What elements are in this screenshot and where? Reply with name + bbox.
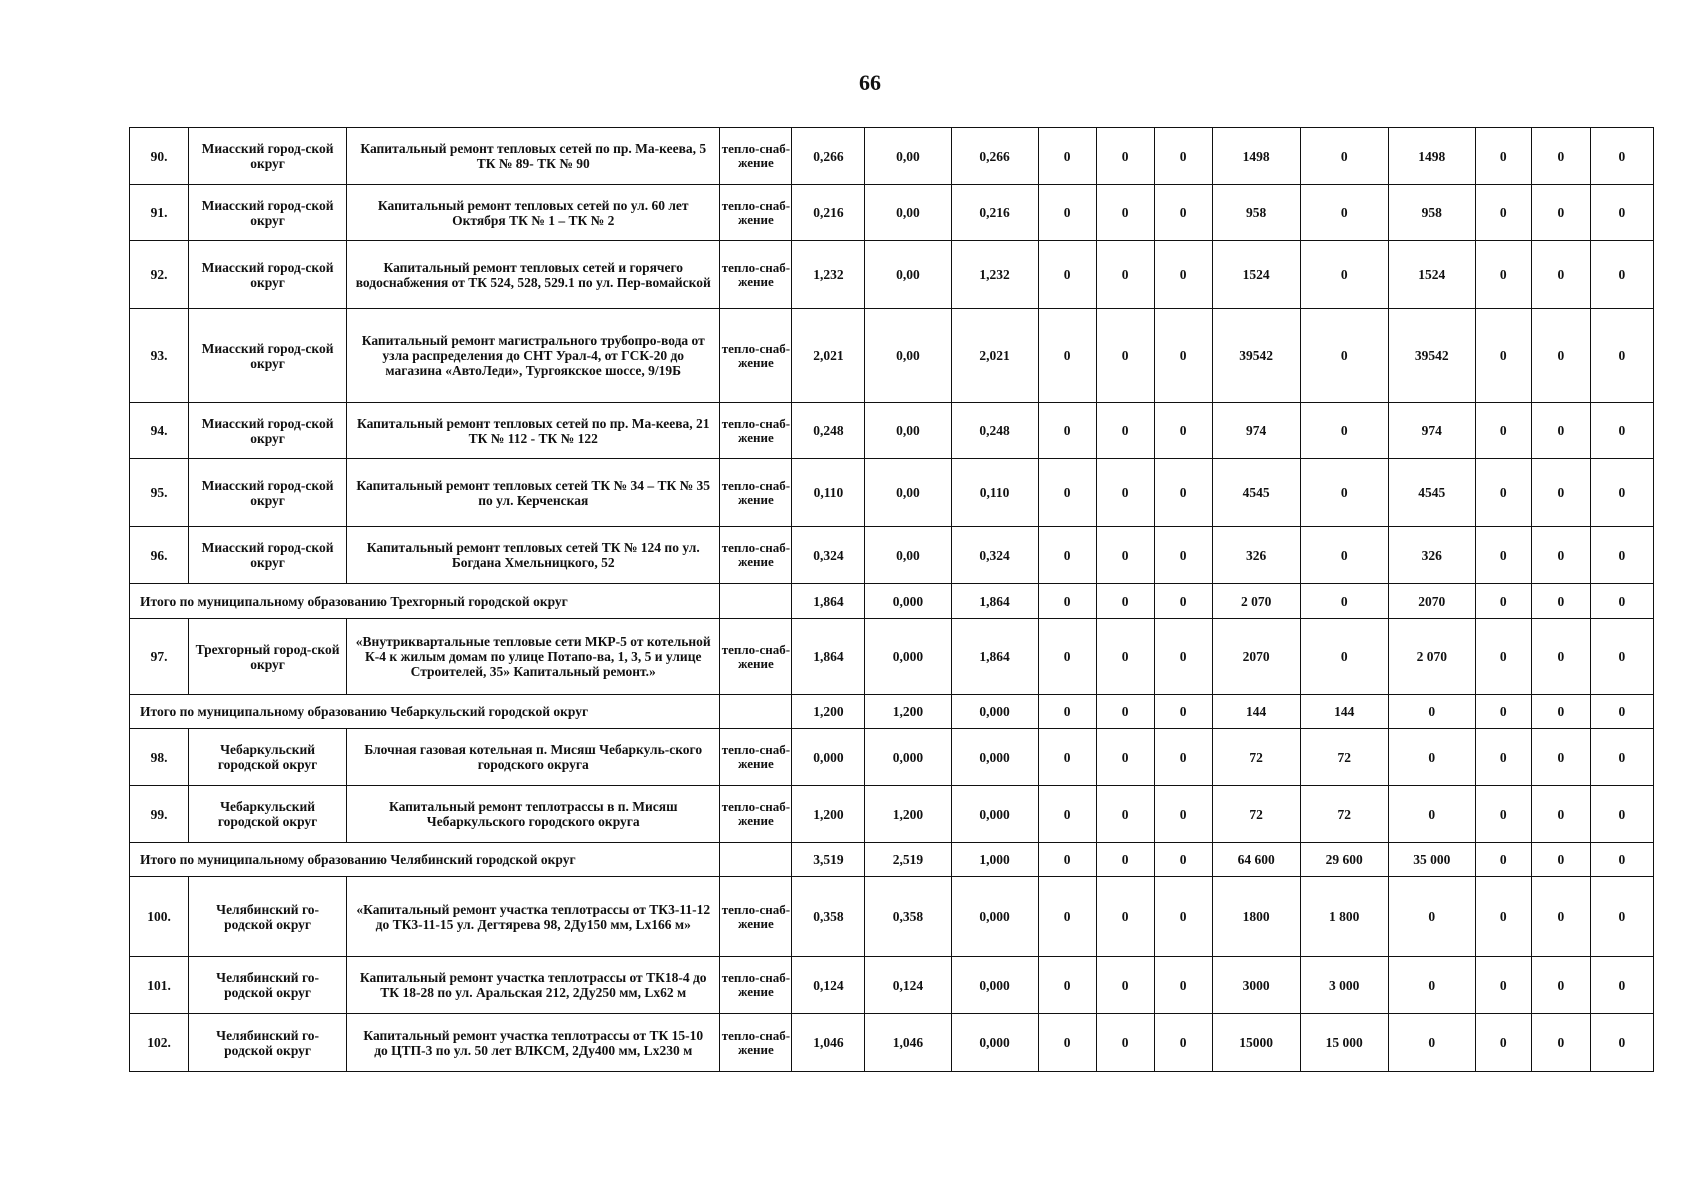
value-cell: 0	[1531, 1014, 1590, 1072]
value-cell: 0	[1038, 309, 1096, 403]
value-cell: 0	[1038, 619, 1096, 695]
value-cell: 2 070	[1388, 619, 1475, 695]
utility-type: тепло-снаб-жение	[720, 185, 792, 241]
value-cell: 0	[1475, 459, 1531, 527]
value-cell: 2,021	[951, 309, 1038, 403]
value-cell: 0	[1590, 843, 1653, 877]
value-cell: 144	[1300, 695, 1388, 729]
value-cell: 0	[1531, 403, 1590, 459]
value-cell: 144	[1212, 695, 1300, 729]
utility-type: тепло-снаб-жение	[720, 459, 792, 527]
utility-type: тепло-снаб-жение	[720, 957, 792, 1014]
value-cell: 0	[1096, 527, 1154, 584]
utility-type: тепло-снаб-жение	[720, 729, 792, 786]
value-cell: 0	[1531, 957, 1590, 1014]
value-cell: 0	[1038, 584, 1096, 619]
row-number: 94.	[130, 403, 189, 459]
value-cell: 0	[1590, 459, 1653, 527]
value-cell: 4545	[1388, 459, 1475, 527]
value-cell: 0	[1590, 584, 1653, 619]
row-number: 100.	[130, 877, 189, 957]
project-description: Капитальный ремонт тепловых сетей и горячего водоснабжения от ТК 524, 528, 529.1 по ул. Пер-вомайской	[347, 241, 720, 309]
value-cell: 0,358	[792, 877, 865, 957]
value-cell: 15 000	[1300, 1014, 1388, 1072]
value-cell: 1,200	[865, 695, 951, 729]
row-number: 98.	[130, 729, 189, 786]
table-row	[130, 786, 1654, 843]
value-cell: 3,519	[792, 843, 865, 877]
value-cell: 0	[1154, 843, 1212, 877]
subtotal-row	[130, 695, 1654, 729]
value-cell: 1,046	[865, 1014, 951, 1072]
value-cell: 0	[1475, 128, 1531, 185]
value-cell: 0	[1590, 403, 1653, 459]
project-description: Капитальный ремонт участка теплотрассы от ТК18-4 до ТК 18-28 по ул. Аральская 212, 2Ду250 мм, Lх62 м	[347, 957, 720, 1014]
project-description: Капитальный ремонт тепловых сетей по пр. Ма-кеева, 21 ТК № 112 - ТК № 122	[347, 403, 720, 459]
row-number: 101.	[130, 957, 189, 1014]
utility-type: тепло-снаб-жение	[720, 877, 792, 957]
value-cell: 0	[1154, 584, 1212, 619]
value-cell: 0,000	[865, 619, 951, 695]
value-cell: 72	[1212, 786, 1300, 843]
value-cell: 0	[1154, 241, 1212, 309]
subtotal-label: Итого по муниципальному образованию Трехгорный городской округ	[130, 584, 720, 619]
value-cell: 0	[1096, 729, 1154, 786]
value-cell: 0	[1531, 843, 1590, 877]
value-cell: 1 800	[1300, 877, 1388, 957]
value-cell: 0,00	[865, 128, 951, 185]
value-cell: 72	[1300, 729, 1388, 786]
value-cell: 0	[1038, 459, 1096, 527]
value-cell: 0,266	[792, 128, 865, 185]
value-cell: 1,200	[792, 695, 865, 729]
row-number: 97.	[130, 619, 189, 695]
value-cell: 0	[1388, 786, 1475, 843]
value-cell: 0	[1531, 241, 1590, 309]
value-cell: 0	[1038, 128, 1096, 185]
value-cell: 0	[1154, 877, 1212, 957]
value-cell: 39542	[1388, 309, 1475, 403]
value-cell: 0,124	[865, 957, 951, 1014]
project-description: Капитальный ремонт тепловых сетей по пр. Ма-кеева, 5 ТК № 89- ТК № 90	[347, 128, 720, 185]
value-cell: 1,864	[792, 619, 865, 695]
value-cell: 0	[1475, 309, 1531, 403]
value-cell: 0	[1475, 1014, 1531, 1072]
subtotal-row	[130, 843, 1654, 877]
value-cell: 15000	[1212, 1014, 1300, 1072]
row-number: 93.	[130, 309, 189, 403]
value-cell: 0	[1300, 459, 1388, 527]
subtotal-label: Итого по муниципальному образованию Челябинский городской округ	[130, 843, 720, 877]
value-cell: 1,864	[951, 584, 1038, 619]
value-cell: 0	[1154, 729, 1212, 786]
value-cell: 326	[1388, 527, 1475, 584]
value-cell: 0	[1154, 695, 1212, 729]
row-number: 90.	[130, 128, 189, 185]
value-cell: 0	[1300, 185, 1388, 241]
page-number: 66	[859, 70, 881, 95]
value-cell: 0	[1590, 957, 1653, 1014]
project-description: Блочная газовая котельная п. Мисяш Чебаркуль-ского городского округа	[347, 729, 720, 786]
value-cell: 0	[1475, 957, 1531, 1014]
value-cell: 0,248	[951, 403, 1038, 459]
value-cell: 0	[1475, 729, 1531, 786]
table-row	[130, 309, 1654, 403]
value-cell: 0	[1300, 403, 1388, 459]
value-cell: 0	[1096, 957, 1154, 1014]
municipality-cell: Миасский город-ской округ	[189, 128, 347, 185]
project-description: Капитальный ремонт тепловых сетей ТК № 124 по ул. Богдана Хмельницкого, 52	[347, 527, 720, 584]
table-row	[130, 619, 1654, 695]
value-cell: 0,000	[865, 729, 951, 786]
value-cell: 0	[1300, 527, 1388, 584]
municipality-cell: Чебаркульский городской округ	[189, 786, 347, 843]
value-cell: 0	[1300, 241, 1388, 309]
value-cell: 326	[1212, 527, 1300, 584]
table-body	[130, 128, 1654, 1072]
value-cell: 0	[1590, 877, 1653, 957]
value-cell: 0,00	[865, 185, 951, 241]
value-cell: 0	[1531, 619, 1590, 695]
table-row	[130, 877, 1654, 957]
project-description: «Внутриквартальные тепловые сети МКР-5 от котельной К-4 к жилым домам по улице Потапо-ва, 1, 3, 5 и улице Строителей, 35» Капитальный ремонт.»	[347, 619, 720, 695]
value-cell: 0	[1531, 459, 1590, 527]
table-row	[130, 403, 1654, 459]
value-cell: 0	[1388, 877, 1475, 957]
utility-type: тепло-снаб-жение	[720, 241, 792, 309]
value-cell: 3 000	[1300, 957, 1388, 1014]
value-cell: 0	[1096, 1014, 1154, 1072]
value-cell: 0	[1590, 185, 1653, 241]
value-cell: 0	[1154, 459, 1212, 527]
value-cell: 0	[1038, 957, 1096, 1014]
value-cell: 0,000	[951, 877, 1038, 957]
value-cell: 0,000	[951, 1014, 1038, 1072]
row-number: 91.	[130, 185, 189, 241]
value-cell: 0	[1038, 786, 1096, 843]
value-cell: 35 000	[1388, 843, 1475, 877]
value-cell: 0	[1154, 786, 1212, 843]
municipality-cell: Челябинский го-родской округ	[189, 957, 347, 1014]
value-cell: 0	[1590, 786, 1653, 843]
value-cell: 0	[1038, 877, 1096, 957]
municipality-cell: Миасский город-ской округ	[189, 403, 347, 459]
subtotal-label: Итого по муниципальному образованию Чебаркульский городской округ	[130, 695, 720, 729]
value-cell: 0	[1096, 619, 1154, 695]
value-cell: 72	[1212, 729, 1300, 786]
value-cell: 0	[1154, 1014, 1212, 1072]
empty-cell	[720, 843, 792, 877]
value-cell: 1,200	[792, 786, 865, 843]
value-cell: 0,00	[865, 241, 951, 309]
value-cell: 0,266	[951, 128, 1038, 185]
value-cell: 72	[1300, 786, 1388, 843]
value-cell: 0	[1388, 1014, 1475, 1072]
municipality-cell: Миасский город-ской округ	[189, 459, 347, 527]
value-cell: 0,000	[951, 695, 1038, 729]
value-cell: 958	[1212, 185, 1300, 241]
value-cell: 0	[1154, 619, 1212, 695]
value-cell: 0	[1475, 843, 1531, 877]
value-cell: 0	[1096, 584, 1154, 619]
row-number: 92.	[130, 241, 189, 309]
value-cell: 0	[1300, 128, 1388, 185]
value-cell: 0,00	[865, 527, 951, 584]
value-cell: 0	[1154, 185, 1212, 241]
value-cell: 0	[1096, 843, 1154, 877]
value-cell: 1800	[1212, 877, 1300, 957]
value-cell: 1,200	[865, 786, 951, 843]
value-cell: 0	[1475, 584, 1531, 619]
value-cell: 1,864	[951, 619, 1038, 695]
project-description: «Капитальный ремонт участка теплотрассы от ТК3-11-12 до ТК3-11-15 ул. Дегтярева 98, 2Ду150 мм, Lх166 м»	[347, 877, 720, 957]
value-cell: 0	[1590, 695, 1653, 729]
value-cell: 1498	[1388, 128, 1475, 185]
value-cell: 0	[1096, 403, 1154, 459]
value-cell: 0	[1388, 729, 1475, 786]
value-cell: 0	[1096, 128, 1154, 185]
value-cell: 0	[1531, 695, 1590, 729]
value-cell: 0	[1475, 786, 1531, 843]
value-cell: 0,124	[792, 957, 865, 1014]
value-cell: 0	[1531, 584, 1590, 619]
utility-type: тепло-снаб-жение	[720, 527, 792, 584]
value-cell: 0	[1590, 619, 1653, 695]
value-cell: 2 070	[1212, 584, 1300, 619]
value-cell: 0,00	[865, 309, 951, 403]
value-cell: 974	[1212, 403, 1300, 459]
value-cell: 2070	[1388, 584, 1475, 619]
value-cell: 0,000	[865, 584, 951, 619]
project-description: Капитальный ремонт участка теплотрассы от ТК 15-10 до ЦТП-3 по ул. 50 лет ВЛКСМ, 2Ду400 мм, Lх230 м	[347, 1014, 720, 1072]
table-row	[130, 957, 1654, 1014]
value-cell: 0,000	[951, 729, 1038, 786]
value-cell: 1,046	[792, 1014, 865, 1072]
value-cell: 3000	[1212, 957, 1300, 1014]
municipality-cell: Трехгорный город-ской округ	[189, 619, 347, 695]
value-cell: 0	[1388, 695, 1475, 729]
municipality-cell: Челябинский го-родской округ	[189, 1014, 347, 1072]
value-cell: 0,000	[951, 957, 1038, 1014]
value-cell: 39542	[1212, 309, 1300, 403]
value-cell: 64 600	[1212, 843, 1300, 877]
value-cell: 0	[1096, 309, 1154, 403]
empty-cell	[720, 584, 792, 619]
value-cell: 1,232	[951, 241, 1038, 309]
value-cell: 1498	[1212, 128, 1300, 185]
value-cell: 0	[1475, 241, 1531, 309]
row-number: 95.	[130, 459, 189, 527]
value-cell: 0,216	[951, 185, 1038, 241]
value-cell: 1,000	[951, 843, 1038, 877]
value-cell: 0	[1475, 403, 1531, 459]
value-cell: 0	[1590, 1014, 1653, 1072]
value-cell: 0	[1590, 527, 1653, 584]
utility-type: тепло-снаб-жение	[720, 309, 792, 403]
utility-type: тепло-снаб-жение	[720, 619, 792, 695]
project-description: Капитальный ремонт магистрального трубопро-вода от узла распределения до СНТ Урал-4, от ГСК-20 до магазина «АвтоЛеди», Тургоякское шоссе, 9/19Б	[347, 309, 720, 403]
value-cell: 0	[1038, 729, 1096, 786]
subtotal-row	[130, 584, 1654, 619]
value-cell: 0	[1531, 185, 1590, 241]
value-cell: 0	[1154, 309, 1212, 403]
value-cell: 0	[1590, 309, 1653, 403]
value-cell: 0,00	[865, 459, 951, 527]
table-row	[130, 185, 1654, 241]
value-cell: 0	[1531, 309, 1590, 403]
value-cell: 0	[1531, 877, 1590, 957]
municipality-cell: Миасский город-ской округ	[189, 527, 347, 584]
value-cell: 0	[1096, 877, 1154, 957]
table-row	[130, 527, 1654, 584]
value-cell: 0,248	[792, 403, 865, 459]
value-cell: 0,324	[792, 527, 865, 584]
value-cell: 0	[1096, 185, 1154, 241]
value-cell: 958	[1388, 185, 1475, 241]
project-description: Капитальный ремонт теплотрассы в п. Мисяш Чебаркульского городского округа	[347, 786, 720, 843]
value-cell: 0	[1531, 786, 1590, 843]
table-row	[130, 1014, 1654, 1072]
value-cell: 0	[1531, 729, 1590, 786]
value-cell: 0	[1096, 459, 1154, 527]
table-row	[130, 241, 1654, 309]
table-row	[130, 128, 1654, 185]
value-cell: 0	[1388, 957, 1475, 1014]
value-cell: 0,000	[951, 786, 1038, 843]
value-cell: 4545	[1212, 459, 1300, 527]
utility-type: тепло-снаб-жение	[720, 403, 792, 459]
utility-type: тепло-снаб-жение	[720, 786, 792, 843]
value-cell: 0	[1475, 877, 1531, 957]
value-cell: 0	[1154, 957, 1212, 1014]
municipality-cell: Челябинский го-родской округ	[189, 877, 347, 957]
municipality-cell: Миасский город-ской округ	[189, 185, 347, 241]
value-cell: 0	[1038, 527, 1096, 584]
value-cell: 0	[1475, 527, 1531, 584]
value-cell: 0,216	[792, 185, 865, 241]
row-number: 96.	[130, 527, 189, 584]
value-cell: 29 600	[1300, 843, 1388, 877]
value-cell: 0,000	[792, 729, 865, 786]
value-cell: 0	[1154, 403, 1212, 459]
municipality-cell: Чебаркульский городской округ	[189, 729, 347, 786]
value-cell: 0	[1154, 128, 1212, 185]
value-cell: 2,021	[792, 309, 865, 403]
value-cell: 0,110	[951, 459, 1038, 527]
municipality-cell: Миасский город-ской округ	[189, 309, 347, 403]
investment-table	[129, 127, 1654, 1072]
municipality-cell: Миасский город-ской округ	[189, 241, 347, 309]
value-cell: 1,232	[792, 241, 865, 309]
value-cell: 0	[1300, 584, 1388, 619]
value-cell: 0,00	[865, 403, 951, 459]
value-cell: 0	[1475, 185, 1531, 241]
value-cell: 0	[1300, 619, 1388, 695]
value-cell: 0	[1038, 403, 1096, 459]
value-cell: 974	[1388, 403, 1475, 459]
value-cell: 0	[1475, 619, 1531, 695]
project-description: Капитальный ремонт тепловых сетей ТК № 34 – ТК № 35 по ул. Керченская	[347, 459, 720, 527]
utility-type: тепло-снаб-жение	[720, 128, 792, 185]
value-cell: 0,358	[865, 877, 951, 957]
value-cell: 0	[1300, 309, 1388, 403]
value-cell: 0,110	[792, 459, 865, 527]
table-row	[130, 729, 1654, 786]
value-cell: 0	[1096, 786, 1154, 843]
value-cell: 0	[1038, 695, 1096, 729]
value-cell: 1,864	[792, 584, 865, 619]
value-cell: 0	[1531, 527, 1590, 584]
value-cell: 0	[1038, 1014, 1096, 1072]
value-cell: 0	[1038, 241, 1096, 309]
empty-cell	[720, 695, 792, 729]
value-cell: 0	[1590, 241, 1653, 309]
project-description: Капитальный ремонт тепловых сетей по ул. 60 лет Октября ТК № 1 – ТК № 2	[347, 185, 720, 241]
value-cell: 0	[1531, 128, 1590, 185]
value-cell: 0	[1096, 695, 1154, 729]
row-number: 102.	[130, 1014, 189, 1072]
value-cell: 0	[1154, 527, 1212, 584]
value-cell: 1524	[1388, 241, 1475, 309]
value-cell: 0	[1590, 729, 1653, 786]
utility-type: тепло-снаб-жение	[720, 1014, 792, 1072]
table-row	[130, 459, 1654, 527]
value-cell: 0,324	[951, 527, 1038, 584]
value-cell: 0	[1590, 128, 1653, 185]
value-cell: 2,519	[865, 843, 951, 877]
value-cell: 0	[1038, 843, 1096, 877]
value-cell: 2070	[1212, 619, 1300, 695]
value-cell: 1524	[1212, 241, 1300, 309]
value-cell: 0	[1475, 695, 1531, 729]
value-cell: 0	[1038, 185, 1096, 241]
row-number: 99.	[130, 786, 189, 843]
value-cell: 0	[1096, 241, 1154, 309]
